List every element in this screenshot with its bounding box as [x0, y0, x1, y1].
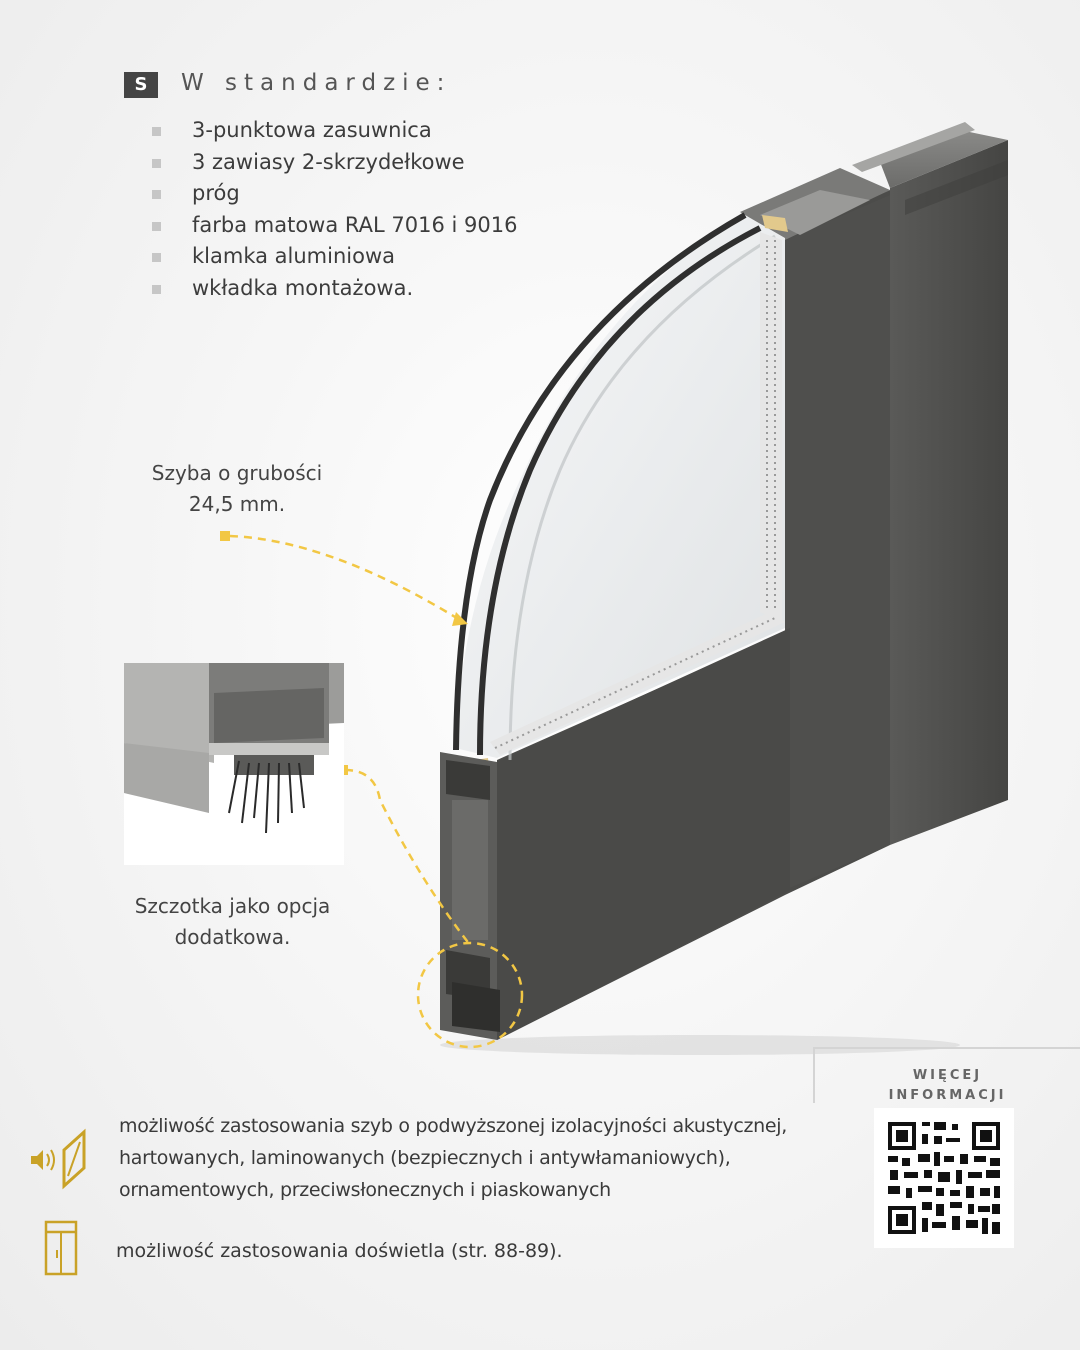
skylight-option-text: możliwość zastosowania doświetla (str. 88-89). [116, 1240, 563, 1262]
outer-frame-front [890, 140, 1008, 845]
brush-detail-photo [124, 663, 344, 865]
standard-badge: S [124, 72, 158, 98]
list-item: próg [150, 178, 517, 210]
divider [813, 1047, 1080, 1049]
list-item: wkładka montażowa. [150, 273, 517, 305]
qr-code-link[interactable] [874, 1108, 1014, 1248]
sash-stile [785, 195, 890, 890]
sound-glass-icon [28, 1128, 88, 1192]
list-item: farba matowa RAL 7016 i 9016 [150, 210, 517, 242]
glass-thickness-annotation: Szyba o grubości 24,5 mm. [151, 461, 323, 516]
qr-code-icon [874, 1108, 1014, 1248]
standard-heading: W standardzie: [181, 70, 452, 96]
glazing-options-text: możliwość zastosowania szyb o podwyższonej izolacyjności akustycznej, hartowanych, laminowanych (bezpiecznych i antywłamaniowych), ornamentowych, przeciwsłonecznych i piaskowanych [119, 1115, 788, 1201]
door-transom-icon [44, 1220, 78, 1276]
list-item: 3-punktowa zasuwnica [150, 115, 517, 147]
pointer-dot [220, 531, 230, 541]
brush-option-annotation: Szczotka jako opcja dodatkowa. [134, 894, 331, 949]
more-info-label: WIĘCEJ INFORMACJI [888, 1068, 1007, 1103]
list-item: 3 zawiasy 2-skrzydełkowe [150, 147, 517, 179]
list-item: klamka aluminiowa [150, 241, 517, 273]
